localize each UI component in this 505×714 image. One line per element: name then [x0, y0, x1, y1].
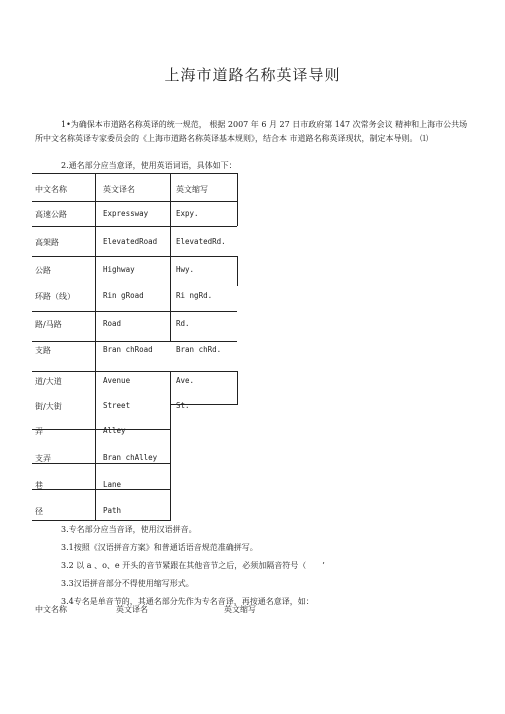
table-line [32, 311, 237, 312]
table-cell: Hwy. [176, 265, 195, 274]
table-cell: Bran chRoad [103, 345, 153, 354]
paragraph-1: 1•为确保本市道路名称英译的统一规范， 根据 2007 年 6 月 27 日市政府第 147 次常务会议 精神和上海市公共场所中文名称英译专家委员会的《上海市道路名称英译基本规则》，结合本 市道路名称英译现状，制定本导则。 ⑴ [35, 120, 468, 143]
footer-header-abbr: 英文缩写 [224, 605, 256, 614]
table-cell: 街/大街 [35, 402, 62, 411]
table-cell: 高速公路 [35, 210, 67, 219]
paragraph-2: 2.通名部分应当意译，使用英语词语，具体如下： [61, 161, 237, 170]
table-line [237, 256, 238, 286]
table-cell: ElevatedRd. [176, 237, 226, 246]
note-3: 3.专名部分应当音译，使用汉语拼音。 [61, 525, 197, 534]
table-header-abbr: 英文缩写 [176, 185, 208, 194]
table-cell: Rin gRoad [103, 291, 144, 300]
footer-header-english: 英文译名 [116, 605, 148, 614]
table-cell: Avenue [103, 376, 131, 385]
table-cell: Path [103, 506, 122, 515]
table-header-english: 英文译名 [103, 185, 135, 194]
table-cell: Street [103, 401, 131, 410]
table-line [32, 173, 237, 174]
table-line [32, 489, 170, 490]
table-cell: Ri ngRd. [176, 291, 213, 300]
table-line [32, 371, 237, 372]
table-cell: 径 [35, 507, 43, 516]
table-line [32, 341, 237, 342]
document-title: 上海市道路名称英译导则 [164, 66, 341, 84]
table-cell: 高架路 [35, 238, 59, 247]
table-line [170, 173, 171, 341]
table-line [32, 520, 170, 521]
table-cell: 环路（线） [35, 292, 75, 301]
table-cell: Ave. [176, 376, 195, 385]
table-cell: ElevatedRoad [103, 237, 158, 246]
table-line [170, 371, 171, 521]
table-cell: Bran chAlley [103, 453, 158, 462]
table-cell: 支路 [35, 346, 51, 355]
table-cell: Rd. [176, 319, 190, 328]
table-cell: Expy. [176, 209, 199, 218]
table-cell: 道/大道 [35, 377, 62, 386]
table-line [32, 201, 237, 202]
table-cell: Bran chRd. [176, 345, 222, 354]
table-cell: Road [103, 319, 122, 328]
table-cell: 支弄 [35, 454, 51, 463]
note-3-3: 3.3汉语拼音部分不得使用缩写形式。 [61, 579, 194, 588]
table-line [237, 173, 238, 226]
note-3-1: 3.1按照《汉语拼音方案》和普通话语音规范准确拼写。 [61, 543, 258, 552]
table-cell: Alley [103, 426, 126, 435]
road-name-table [32, 173, 242, 521]
table-cell: 巷 [35, 481, 43, 490]
table-line [237, 371, 238, 404]
note-3-4: 3.4专名是单音节的，其通名部分先作为专名音译，再按通名意译，如： [61, 597, 314, 606]
table-cell: Lane [103, 480, 122, 489]
table-line [32, 429, 170, 430]
footer-header-chinese: 中文名称 [35, 605, 67, 614]
table-cell: 路/马路 [35, 320, 62, 329]
table-cell: 弄 [35, 427, 43, 436]
table-cell: Expressway [103, 209, 149, 218]
table-line [32, 463, 170, 464]
table-line [32, 256, 237, 257]
table-cell: 公路 [35, 266, 51, 275]
table-header-chinese: 中文名称 [35, 185, 67, 194]
table-line [32, 226, 237, 227]
note-3-2: 3.2 以 a 、o、e 开头的音节紧跟在其他音节之后，必须加隔音符号（ ’ [61, 561, 325, 570]
table-cell: Highway [103, 265, 135, 274]
table-cell: St. [176, 401, 190, 410]
